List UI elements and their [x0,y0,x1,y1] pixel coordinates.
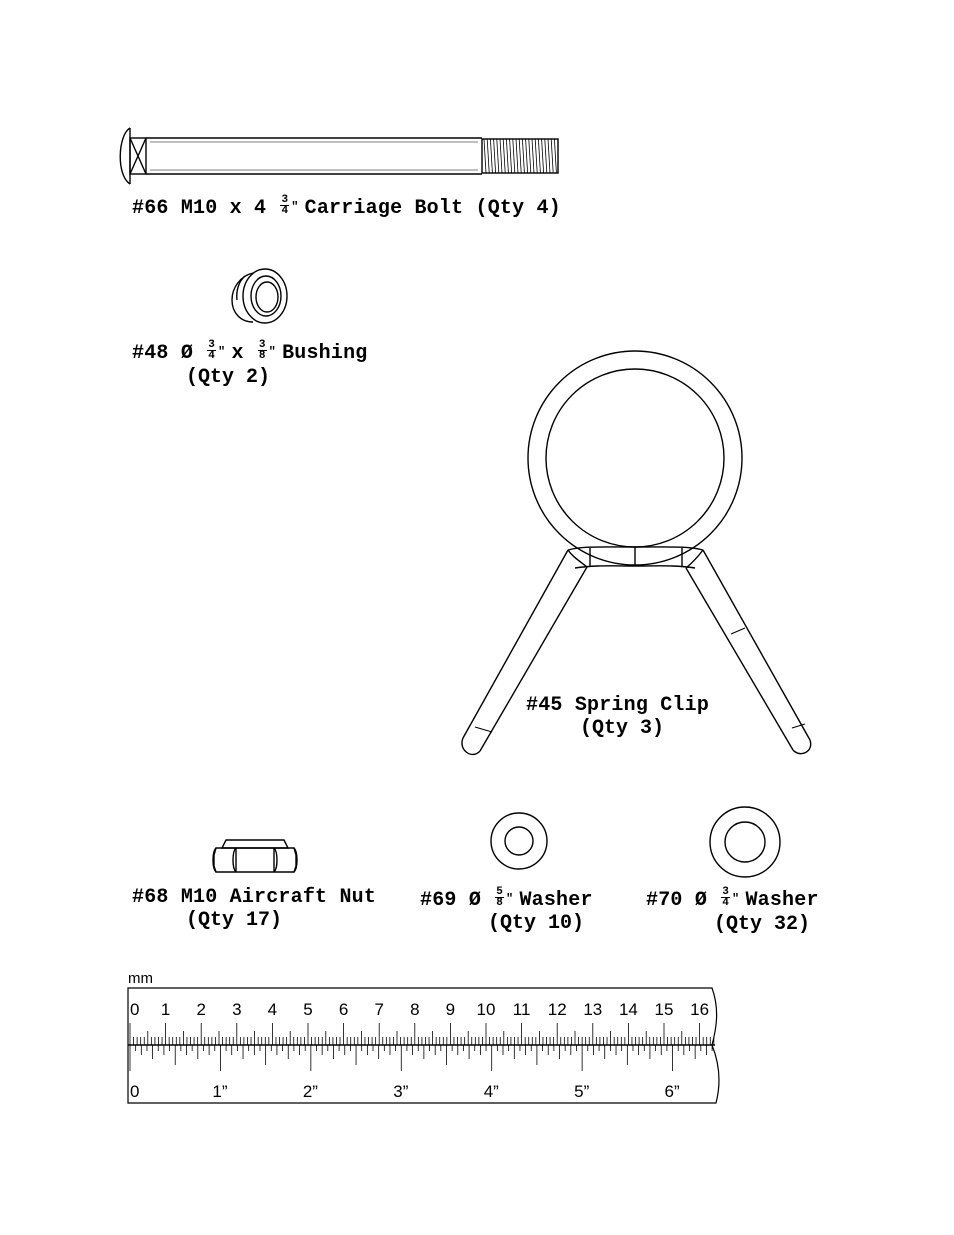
cm-label: 2 [196,1000,206,1019]
bolt-name: Carriage Bolt [304,197,464,220]
spring-clip-name: Spring Clip [574,694,710,717]
washer-large-number: #70 [646,889,683,912]
bolt-length-fraction: $\frac{3}{4}$ [281,194,289,218]
washer-large-drawing [710,807,780,877]
washer-small-name: Washer [519,889,593,912]
cm-label: 3 [232,1000,242,1019]
inch-label: 1” [212,1082,228,1101]
spring-clip-number: #45 [526,694,563,717]
cm-label: 1 [160,1000,171,1019]
cm-label: 0 [130,1000,140,1019]
bushing-length-fraction: $\frac{3}{8}$ [258,339,266,363]
nut-qty: (Qty 17) [186,909,283,932]
washer-small-number: #69 [420,889,457,912]
washer-large-name: Washer [745,889,819,912]
inch-label: 5” [574,1082,590,1101]
bushing-drawing [232,269,287,323]
bushing-diameter-fraction: $\frac{3}{4}$ [208,339,216,363]
inch-label: 6” [664,1082,680,1101]
bushing-name: Bushing [282,342,368,365]
cm-label: 14 [618,1000,638,1019]
washer-small-label: #69 Ø $\frac{5}{8}$ " Washer [420,886,593,912]
bushing-number: #48 [132,342,169,365]
cm-label: 7 [374,1000,384,1019]
cm-label: 4 [267,1000,278,1019]
inch-label: 0 [130,1082,140,1101]
bolt-label: #66 M10 x 4 $\frac{3}{4}$ " Carriage Bolt (Qty 4) [132,194,561,220]
cm-label: 15 [654,1000,674,1019]
diameter-symbol: Ø [468,889,482,912]
inch-label: 2” [302,1082,318,1101]
bushing-qty: (Qty 2) [186,366,271,389]
nut-number: #68 [132,886,169,909]
cm-label: 5 [303,1000,313,1019]
carriage-bolt-drawing [120,128,558,184]
ruler [128,970,719,1103]
washer-small-fraction: $\frac{5}{8}$ [496,886,504,910]
diameter-symbol: Ø [694,889,708,912]
cm-label: 10 [476,1000,496,1019]
cm-label: 11 [512,1000,531,1019]
cm-label: 13 [583,1000,603,1019]
bolt-size: M10 x 4 [180,197,267,220]
times-sign: x [231,342,244,365]
inch-label: 4” [483,1082,499,1101]
nut-name: M10 Aircraft Nut [180,886,377,909]
washer-large-label: #70 Ø $\frac{3}{4}$ " Washer [646,886,819,912]
inch-label: 3” [393,1082,409,1101]
washer-large-qty: (Qty 32) [714,913,811,936]
spring-clip-qty: (Qty 3) [580,717,665,740]
bushing-label: #48 Ø $\frac{3}{4}$ " x $\frac{3}{8}$ " Bushing [132,339,368,365]
cm-label: 16 [690,1000,710,1019]
washer-small-qty: (Qty 10) [488,912,585,935]
ruler-unit-label: mm [128,970,153,987]
cm-label: 6 [338,1000,349,1019]
washer-large-fraction: $\frac{3}{4}$ [722,886,730,910]
spring-clip-label [526,694,709,717]
washer-small-drawing [491,813,547,869]
diameter-symbol: Ø [180,342,194,365]
cm-label: 12 [547,1000,567,1019]
aircraft-nut-drawing [213,840,297,872]
bolt-number: #66 [132,197,169,220]
cm-label: 8 [410,1000,420,1019]
bolt-qty: (Qty 4) [475,197,561,220]
cm-label: 9 [445,1000,456,1019]
nut-label [132,886,376,909]
